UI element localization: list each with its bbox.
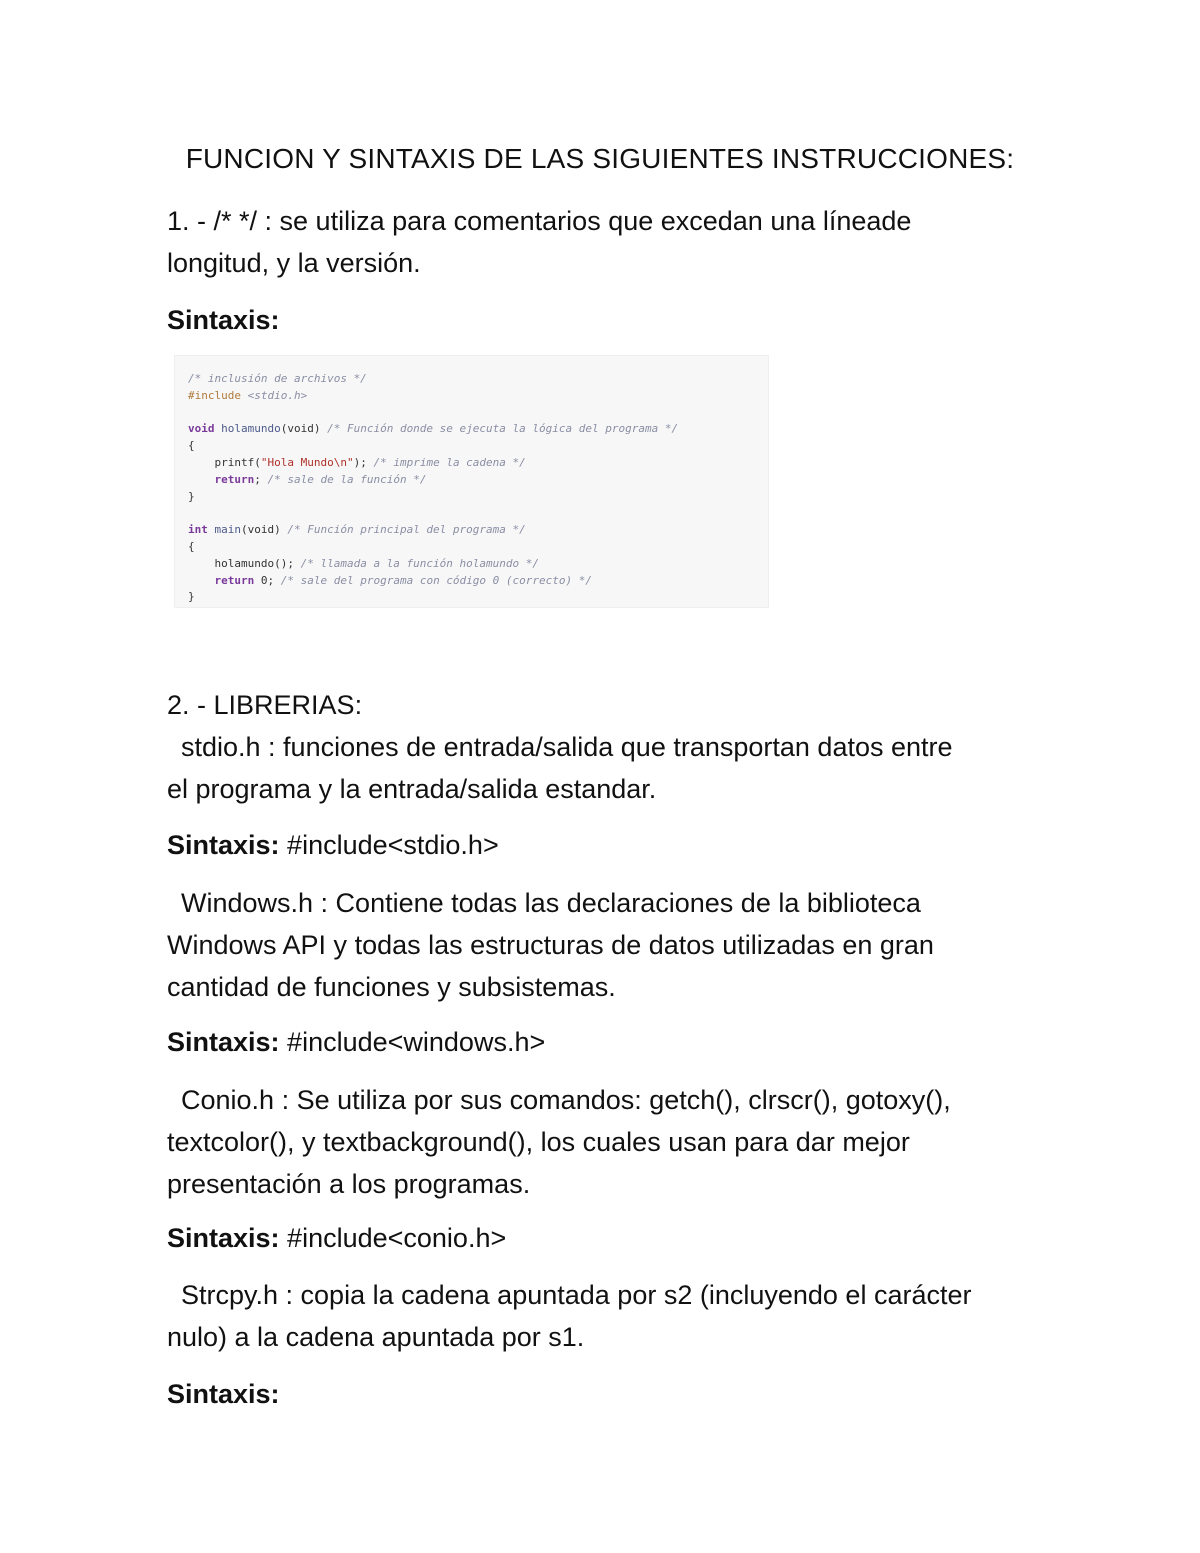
code-keyword: return: [214, 573, 255, 587]
code-comment: /* sale de la función */: [267, 472, 427, 486]
code-line: [188, 421, 768, 438]
code-comment: /* Función donde se ejecuta la lógica del programa */: [327, 422, 679, 436]
code-type: void: [188, 422, 215, 436]
sintaxis-label: Sintaxis:: [167, 830, 280, 860]
windows-line3: cantidad de funciones y subsistemas.: [167, 972, 616, 1002]
code-brace: {: [188, 439, 195, 453]
code-line: [188, 505, 768, 522]
stdio-line2: el programa y la entrada/salida estandar.: [167, 774, 657, 804]
code-brace: }: [188, 590, 195, 604]
strcpy-sintaxis-label: Sintaxis:: [167, 1379, 280, 1409]
code-line: [188, 522, 768, 539]
code-comment: /* imprime la cadena */: [373, 455, 526, 469]
conio-syntax: [167, 1217, 1037, 1259]
code-line: [188, 371, 768, 388]
item1-line2: longitud, y la versión.: [167, 248, 421, 278]
strcpy-description: [167, 1274, 1037, 1358]
code-args: (void): [241, 523, 288, 537]
windows-line1: Windows.h : Contiene todas las declaraciones de la biblioteca: [181, 888, 921, 918]
strcpy-line1: Strcpy.h : copia la cadena apuntada por s2 (incluyendo el carácter: [181, 1280, 972, 1310]
windows-include: #include<windows.h>: [279, 1027, 546, 1057]
code-string: "Hola Mundo\n": [260, 455, 354, 469]
code-fn-call: printf: [214, 455, 255, 469]
code-line: [188, 556, 768, 573]
code-rest: 0;: [254, 573, 281, 587]
sintaxis-label: Sintaxis:: [167, 1027, 280, 1057]
stdio-line1: stdio.h : funciones de entrada/salida que transportan datos entre: [181, 732, 953, 762]
conio-line1: Conio.h : Se utiliza por sus comandos: getch(), clrscr(), gotoxy(),: [181, 1085, 951, 1115]
conio-include: #include<conio.h>: [279, 1223, 507, 1253]
code-rest: ;: [254, 472, 268, 486]
windows-syntax: [167, 1021, 1037, 1063]
code-line: [188, 405, 768, 422]
code-brace: }: [188, 489, 195, 503]
code-include-file: <stdio.h>: [240, 388, 308, 402]
conio-line3: presentación a los programas.: [167, 1169, 531, 1199]
code-example: [174, 355, 769, 608]
code-comment: /* llamada a la función holamundo */: [300, 556, 540, 570]
code-args: (void): [280, 422, 328, 436]
code-type: int: [188, 523, 208, 537]
code-fn-name: main: [207, 523, 241, 537]
code-directive: #include: [188, 388, 241, 402]
code-keyword: return: [214, 472, 255, 486]
page-title: FUNCION Y SINTAXIS DE LAS SIGUIENTES INSTRUCCIONES:: [185, 143, 1015, 174]
item1-description: [167, 200, 1037, 284]
code-line: [188, 539, 768, 556]
stdio-include: #include<stdio.h>: [279, 830, 499, 860]
code-line: [188, 472, 768, 489]
code-brace: {: [188, 539, 195, 553]
stdio-description: [167, 726, 1037, 810]
code-line: [188, 438, 768, 455]
windows-line2: Windows API y todas las estructuras de datos utilizadas en gran: [167, 930, 934, 960]
code-fn-name: holamundo: [214, 422, 281, 436]
conio-line2: textcolor(), y textbackground(), los cuales usan para dar mejor: [167, 1127, 910, 1157]
windows-description: [167, 882, 1037, 1008]
code-rest: );: [353, 455, 374, 469]
code-line: printf("Hola Mundo\n"); /* imprime la cadena */: [214, 455, 526, 469]
code-line: [188, 388, 768, 405]
strcpy-line2: nulo) a la cadena apuntada por s1.: [167, 1322, 585, 1352]
stdio-syntax: [167, 824, 1037, 866]
conio-description: [167, 1079, 1037, 1205]
sintaxis-label-1: Sintaxis:: [167, 305, 280, 335]
code-line: [188, 489, 768, 506]
sintaxis-label: Sintaxis:: [167, 1223, 280, 1253]
code-line: [188, 589, 768, 606]
code-line: [188, 573, 768, 590]
code-call: holamundo();: [214, 556, 301, 570]
item2-heading: 2. - LIBRERIAS:: [167, 690, 363, 720]
code-comment: /* inclusión de archivos */: [188, 372, 367, 385]
code-comment: /* sale del programa con código 0 (correcto) */: [280, 573, 593, 587]
item1-line1: 1. - /* */ : se utiliza para comentarios que excedan una líneade: [167, 206, 912, 236]
code-comment: /* Función principal del programa */: [287, 523, 526, 537]
